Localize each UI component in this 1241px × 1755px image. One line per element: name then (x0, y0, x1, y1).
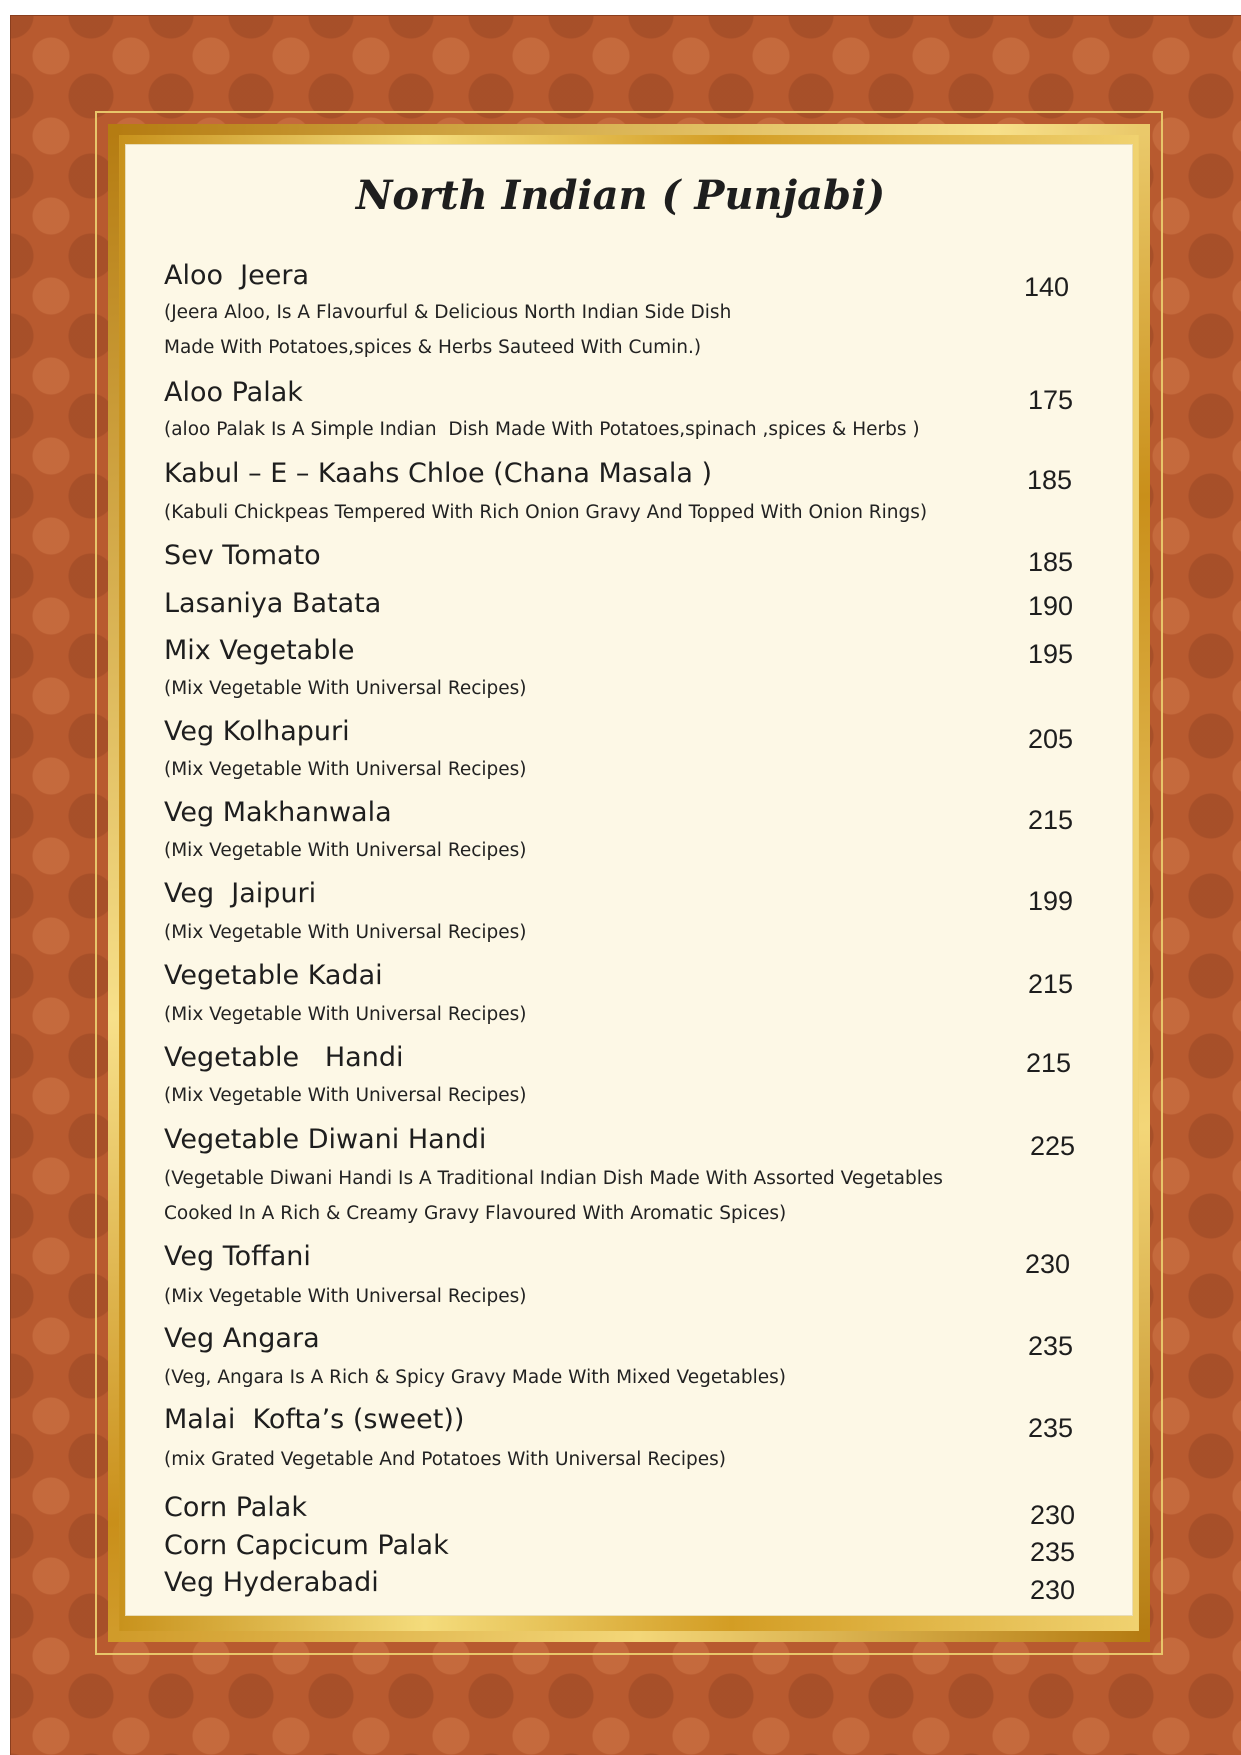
menu-title: North Indian ( Punjabi) (355, 172, 886, 219)
menu-item-price: 215 (1025, 1048, 1071, 1078)
menu-item-description: Cooked In A Rich & Creamy Gravy Flavoured With Aromatic Spices) (164, 1203, 787, 1224)
menu-item-price: 215 (1027, 805, 1073, 835)
menu-item-price: 225 (1029, 1131, 1075, 1161)
menu-item-description: (mix Grated Vegetable And Potatoes With Universal Recipes) (164, 1449, 727, 1470)
menu-item-price: 205 (1027, 724, 1073, 754)
menu-item-name: Sev Tomato (164, 540, 321, 571)
menu-item-name: Kabul – E – Kaahs Chloe (Chana Masala ) (164, 458, 713, 489)
menu-item-price: 195 (1027, 639, 1073, 669)
menu-item-description: (Mix Vegetable With Universal Recipes) (164, 678, 527, 699)
menu-item-price: 199 (1027, 886, 1073, 916)
menu-item-name: Mix Vegetable (164, 635, 355, 666)
menu-item-name: Veg Makhanwala (164, 797, 392, 828)
menu-item-description: (Mix Vegetable With Universal Recipes) (164, 922, 527, 943)
menu-item-name: Malai Kofta’s (sweet)) (164, 1404, 465, 1435)
menu-item-price: 235 (1029, 1537, 1075, 1567)
menu-item-description: (Kabuli Chickpeas Tempered With Rich Onion Gravy And Topped With Onion Rings) (164, 502, 928, 523)
menu-item-name: Veg Angara (164, 1323, 320, 1354)
menu-item-name: Vegetable Kadai (164, 960, 383, 991)
menu-item-description: (aloo Palak Is A Simple Indian Dish Made With Potatoes,spinach ,spices & Herbs ) (164, 419, 920, 440)
menu-item-description: (Mix Vegetable With Universal Recipes) (164, 1085, 527, 1106)
menu-item-name: Veg Jaipuri (164, 878, 317, 909)
menu-item-description: (Veg, Angara Is A Rich & Spicy Gravy Made With Mixed Vegetables) (164, 1367, 786, 1388)
menu-item-description: Made With Potatoes,spices & Herbs Sauteed With Cumin.) (164, 337, 702, 358)
menu-item-name: Veg Toffani (164, 1241, 311, 1272)
menu-item-price: 185 (1027, 547, 1073, 577)
menu-item-price: 230 (1024, 1249, 1070, 1279)
menu-item-name: Veg Hyderabadi (164, 1567, 379, 1598)
menu-item-description: (Mix Vegetable With Universal Recipes) (164, 1004, 527, 1025)
menu-item-description: (Vegetable Diwani Handi Is A Traditional Indian Dish Made With Assorted Vegetables (164, 1168, 943, 1189)
menu-item-name: Vegetable Handi (164, 1042, 404, 1073)
menu-item-price: 230 (1029, 1575, 1075, 1605)
menu-item-name: Lasaniya Batata (164, 588, 382, 619)
menu-item-price: 175 (1027, 385, 1073, 415)
menu-item-price: 140 (1023, 272, 1069, 302)
menu-item-price: 190 (1027, 591, 1073, 621)
menu-item-name: Corn Capcicum Palak (164, 1530, 449, 1561)
menu-item-name: Aloo Palak (164, 377, 303, 408)
menu-item-description: (Jeera Aloo, Is A Flavourful & Delicious North Indian Side Dish (164, 302, 732, 323)
menu-item-price: 230 (1029, 1500, 1075, 1530)
menu-item-price: 185 (1026, 465, 1072, 495)
menu-item-name: Veg Kolhapuri (164, 716, 350, 747)
menu-item-description: (Mix Vegetable With Universal Recipes) (164, 1286, 527, 1307)
menu-item-price: 235 (1027, 1413, 1073, 1443)
menu-item-price: 215 (1027, 969, 1073, 999)
menu-item-name: Corn Palak (164, 1492, 307, 1523)
menu-item-price: 235 (1027, 1331, 1073, 1361)
menu-item-name: Aloo Jeera (164, 260, 310, 291)
menu-item-description: (Mix Vegetable With Universal Recipes) (164, 759, 527, 780)
menu-item-name: Vegetable Diwani Handi (164, 1124, 487, 1155)
menu-item-description: (Mix Vegetable With Universal Recipes) (164, 840, 527, 861)
